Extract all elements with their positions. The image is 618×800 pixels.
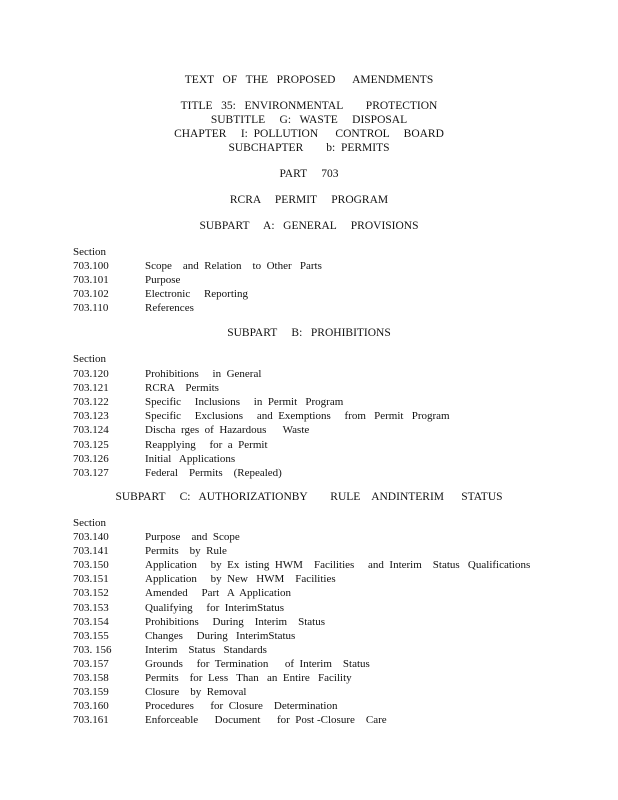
- section-label: Section: [73, 517, 106, 529]
- section-description: Qualifying for InterimStatus: [145, 601, 285, 614]
- section-number: 703.124: [73, 424, 109, 437]
- section-number: 703.140: [73, 531, 109, 543]
- section-description: Initial Applications: [145, 452, 236, 465]
- section-description: Prohibitions During Interim Status: [145, 615, 325, 628]
- section-number: 703.157: [73, 657, 109, 670]
- section-description: Scope and Relation to Other Parts: [145, 260, 322, 272]
- section-number: 703.158: [73, 672, 109, 684]
- section-number: 703.123: [73, 410, 109, 423]
- section-number: 703.160: [73, 700, 109, 713]
- section-description: Discha rges of Hazardous Waste: [145, 424, 310, 437]
- section-number: 703.153: [73, 601, 109, 614]
- section-number: 703.101: [73, 274, 109, 287]
- section-description: References: [145, 302, 194, 315]
- section-description: Permits by Rule: [145, 545, 227, 558]
- section-description: Grounds for Termination of Interim Status: [145, 657, 370, 670]
- section-number: 703.159: [73, 686, 109, 699]
- section-description: Electronic Reporting: [145, 288, 248, 301]
- subchapter-line: SUBCHAPTER b: PERMITS: [228, 142, 390, 154]
- section-number: 703.125: [73, 438, 109, 451]
- section-number: 703.110: [73, 302, 109, 315]
- subtitle-line: SUBTITLE G: WASTE DISPOSAL: [210, 114, 408, 126]
- section-description: Permits for Less Than an Entire Facility: [145, 672, 352, 684]
- section-description: Amended Part A Application: [145, 587, 292, 600]
- section-number: 703.122: [73, 396, 109, 409]
- section-description: Reapplying for a Permit: [145, 438, 268, 451]
- section-description: Purpose: [145, 274, 181, 287]
- section-description: Specific Inclusions in Permit Program: [145, 396, 344, 409]
- section-number: 703.127: [73, 466, 109, 479]
- section-number: 703.141: [73, 545, 109, 558]
- section-label: Section: [73, 246, 106, 258]
- part-line: PART 703: [279, 168, 339, 180]
- chapter-line: CHAPTER I: POLLUTION CONTROL BOARD: [174, 128, 444, 140]
- section-description: Interim Status Standards: [145, 643, 267, 656]
- section-number: 703.161: [73, 714, 109, 727]
- document-heading: TEXT OF THE PROPOSED AMENDMENTS: [184, 74, 434, 86]
- section-number: 703.150: [73, 559, 109, 572]
- section-number: 703.121: [73, 382, 109, 395]
- section-description: RCRA Permits: [145, 382, 219, 395]
- section-label: Section: [73, 353, 106, 365]
- section-description: Enforceable Document for Post -Closure Care: [145, 714, 387, 727]
- section-number: 703.100: [73, 260, 109, 272]
- section-description: Specific Exclusions and Exemptions from Permit Program: [145, 410, 450, 423]
- section-number: 703.152: [73, 587, 109, 600]
- section-description: Application by Ex isting HWM Facilities and Interim Status Qualifications: [145, 559, 531, 572]
- subpart-title: SUBPART C: AUTHORIZATIONBY RULE ANDINTERIM STATUS: [115, 491, 503, 503]
- subpart-title: SUBPART B: PROHIBITIONS: [227, 327, 391, 339]
- section-description: Application by New HWM Facilities: [145, 573, 336, 586]
- title-line: TITLE 35: ENVIRONMENTAL PROTECTION: [180, 100, 438, 112]
- section-number: 703.126: [73, 452, 109, 465]
- section-description: Changes During InterimStatus: [145, 629, 296, 642]
- section-number: 703.151: [73, 573, 109, 586]
- section-description: Purpose and Scope: [145, 531, 240, 543]
- section-description: Prohibitions in General: [145, 368, 262, 380]
- section-number: 703. 156: [73, 643, 112, 656]
- section-description: Procedures for Closure Determination: [145, 700, 338, 713]
- section-description: Federal Permits (Repealed): [145, 466, 282, 479]
- subpart-title: SUBPART A: GENERAL PROVISIONS: [199, 220, 419, 232]
- program-line: RCRA PERMIT PROGRAM: [229, 194, 389, 206]
- section-number: 703.154: [73, 615, 109, 628]
- section-description: Closure by Removal: [145, 686, 247, 699]
- section-number: 703.155: [73, 629, 109, 642]
- section-number: 703.120: [73, 368, 109, 380]
- section-number: 703.102: [73, 288, 109, 301]
